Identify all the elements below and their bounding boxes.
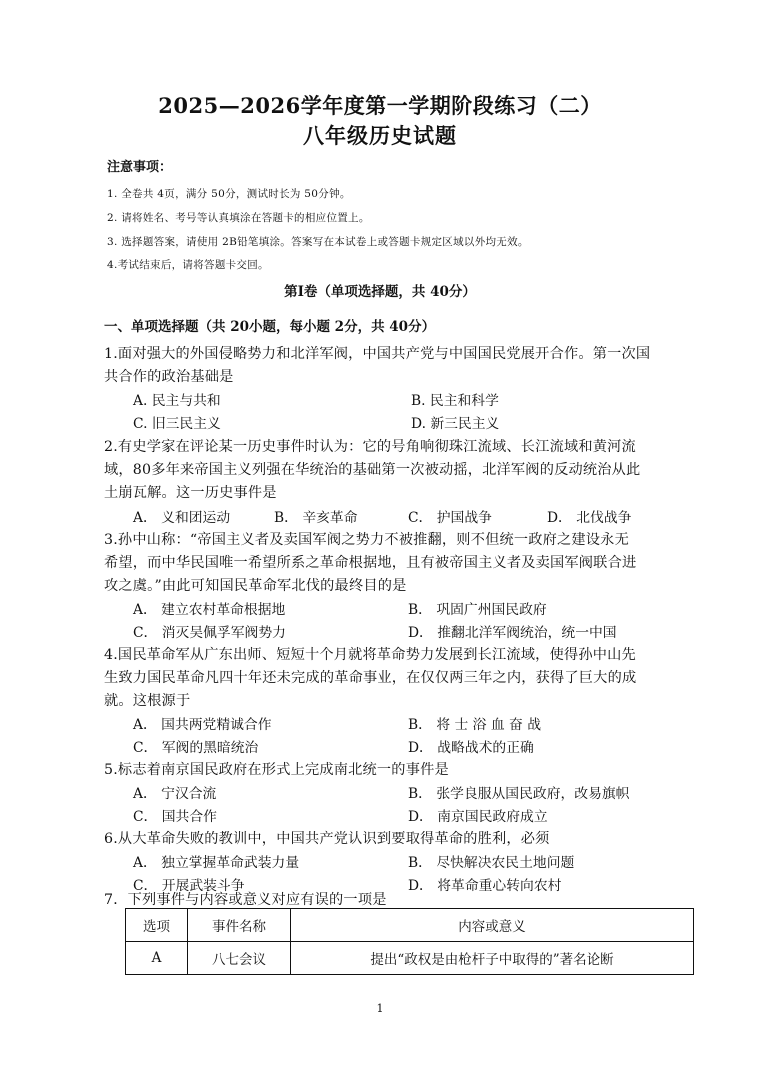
question-3-line-3: 攻之虞。”由此可知国民革命军北伐的最终目的是	[104, 578, 407, 594]
question-1-option-b: B. 民主和科学	[411, 393, 499, 409]
notice-item-4: 4.考试结束后，请将答题卡交回。	[107, 259, 269, 271]
question-6-option-d: D． 将革命重心转向农村	[408, 878, 562, 894]
question-5-line-1: 5.标志着南京国民政府在形式上完成南北统一的事件是	[104, 762, 449, 778]
question-1-line-2: 共合作的政治基础是	[104, 369, 234, 385]
question-4-option-c: C． 军阀的黑暗统治	[133, 740, 259, 756]
table-row	[126, 942, 694, 975]
question-1-option-d: D. 新三民主义	[411, 416, 500, 432]
question-2-line-1: 2.有史学家在评论某一历史事件时认为：它的号角响彻珠江流域、长江流域和黄河流	[104, 439, 636, 455]
question-4-option-d: D． 战略战术的正确	[408, 740, 534, 756]
notice-item-1: 1. 全卷共 4页，满分 50分，测试时长为 50分钟。	[107, 188, 351, 200]
question-5-option-b: B． 张学良服从国民政府，改易旗帜	[408, 786, 630, 802]
question-2-option-c: C． 护国战争	[408, 510, 492, 526]
question-1-option-a: A. 民主与共和	[133, 393, 221, 409]
question-2-option-d: D． 北伐战争	[547, 510, 632, 526]
question-1-option-c: C. 旧三民主义	[133, 416, 221, 432]
question-7-table	[125, 908, 694, 975]
question-6-line-1: 6.从大革命失败的教训中，中国共产党认识到要取得革命的胜利，必须	[104, 831, 550, 847]
table-header-row	[126, 909, 694, 942]
question-2-option-a: A． 义和团运动	[133, 510, 231, 526]
table-cell: 提出“政权是由枪杆子中取得的”著名论断	[291, 942, 694, 975]
question-3-option-d: D． 推翻北洋军阀统治，统一中国	[408, 625, 617, 641]
section-title: 第Ⅰ卷（单项选择题，共 40分）	[284, 284, 476, 300]
part-title: 一、单项选择题（共 20小题，每小题 2分，共 40分）	[104, 319, 436, 335]
notice-item-3: 3. 选择题答案，请使用 2B铅笔填涂。答案写在本试卷上或答题卡规定区域以外均无效。	[107, 236, 529, 248]
question-3-line-2: 希望，而中华民国唯一希望所系之革命根据地，且有被帝国主义者及卖国军阀联合进	[104, 555, 637, 571]
question-4-line-3: 就。这根源于	[104, 693, 191, 709]
question-2-line-2: 域，80多年来帝国主义列强在华统治的基础第一次被动摇，北洋军阀的反动统治从此	[104, 462, 641, 478]
table-header-cell: 选项	[126, 909, 188, 942]
question-4-line-2: 生致力国民革命凡四十年还未完成的革命事业，在仅仅两三年之内，获得了巨大的成	[104, 670, 637, 686]
question-5-option-c: C． 国共合作	[133, 809, 217, 825]
question-3-option-a: A． 建立农村革命根据地	[133, 602, 286, 618]
table-cell: 八七会议	[188, 942, 291, 975]
question-2-option-b: B． 辛亥革命	[274, 510, 358, 526]
question-3-option-c: C． 消灭吴佩孚军阀势力	[133, 625, 286, 641]
notice-item-2: 2. 请将姓名、考号等认真填涂在答题卡的相应位置上。	[107, 212, 370, 224]
table-header-cell: 内容或意义	[291, 909, 694, 942]
question-3-option-b: B． 巩固广州国民政府	[408, 602, 547, 618]
question-6-option-b: B． 尽快解决农民土地问题	[408, 855, 575, 871]
table-cell: A	[126, 942, 188, 975]
question-2-line-3: 土崩瓦解。这一历史事件是	[104, 485, 277, 501]
question-5-option-d: D． 南京国民政府成立	[408, 809, 548, 825]
question-6-option-a: A． 独立掌握革命武装力量	[133, 855, 300, 871]
question-7-line-1: 7．下列事件与内容或意义对应有误的一项是	[104, 892, 387, 908]
exam-title: 2025—2026学年度第一学期阶段练习（二）	[158, 93, 602, 118]
question-6-option-c: C． 开展武装斗争	[133, 878, 245, 894]
notice-heading: 注意事项：	[107, 160, 173, 175]
exam-subtitle: 八年级历史试题	[303, 123, 457, 148]
page-number: 1	[376, 1002, 384, 1015]
question-4-option-b: B． 将 士 浴 血 奋 战	[408, 717, 542, 733]
question-3-line-1: 3.孙中山称：“帝国主义者及卖国军阀之势力不被推翻，则不但统一政府之建设永无	[104, 532, 629, 548]
table-header-cell: 事件名称	[188, 909, 291, 942]
question-1-line-1: 1.面对强大的外国侵略势力和北洋军阀，中国共产党与中国国民党展开合作。第一次国	[104, 346, 651, 362]
question-5-option-a: A． 宁汉合流	[133, 786, 217, 802]
question-4-option-a: A． 国共两党精诚合作	[133, 717, 272, 733]
question-4-line-1: 4.国民革命军从广东出师、短短十个月就将革命势力发展到长江流域，使得孙中山先	[104, 647, 636, 663]
